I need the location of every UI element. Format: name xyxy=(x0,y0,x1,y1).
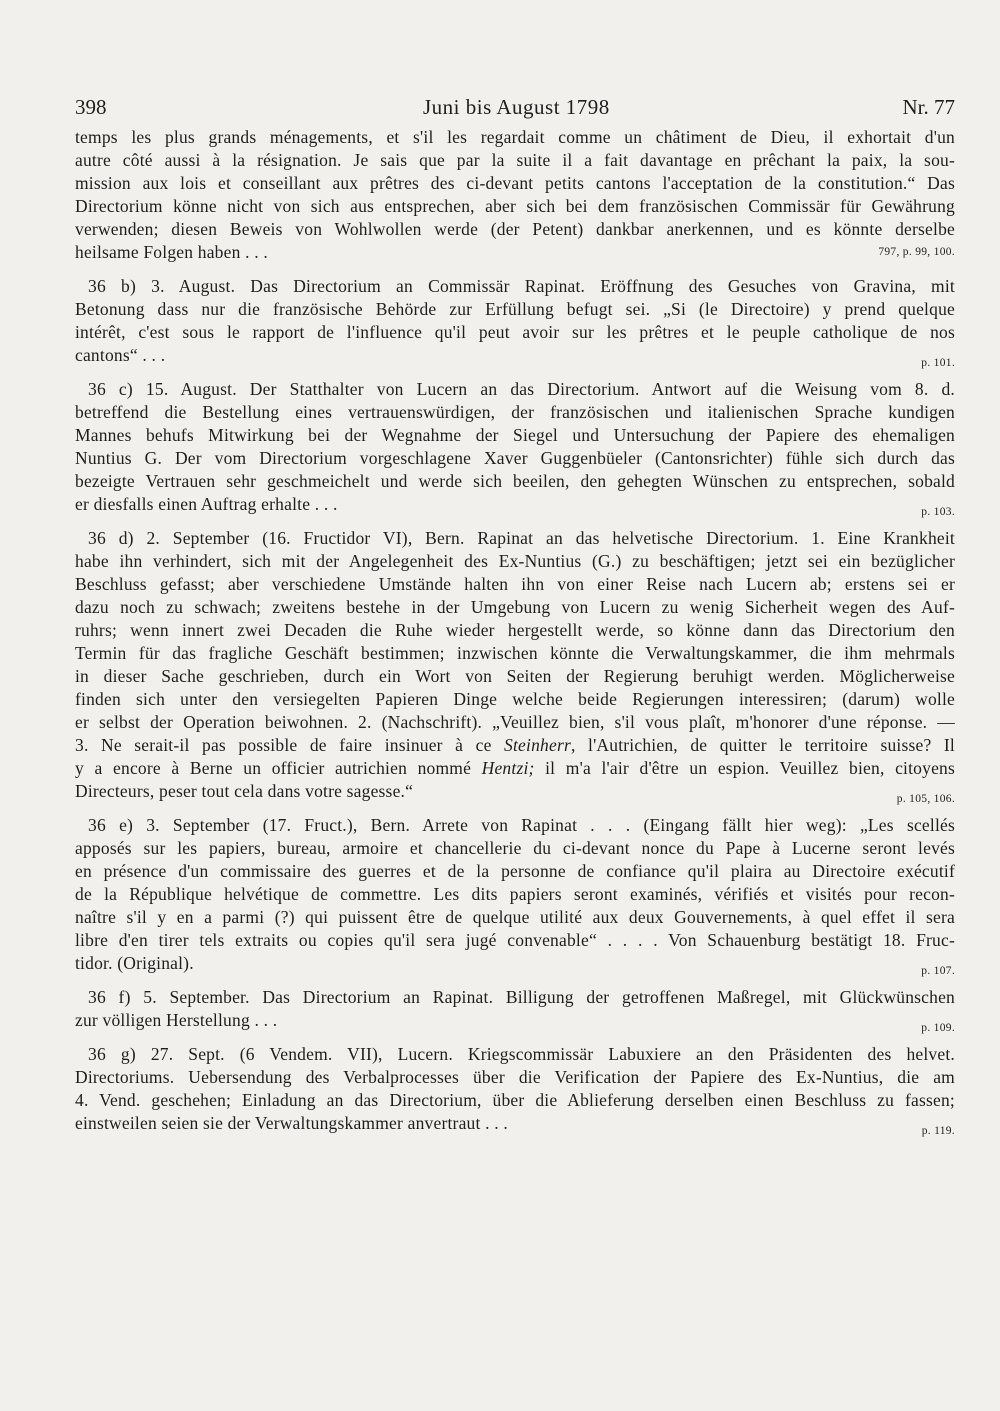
text-line: 4. Vend. geschehen; Einladung an das Directorium, über die Ablieferung derselben einen Beschluss zu fassen; xyxy=(75,1090,955,1110)
text-line: Directorium könne nicht von sich aus entsprechen, aber sich bei dem französischen Commissär für Gewährung xyxy=(75,196,955,216)
page-header xyxy=(75,95,955,125)
text-line: betreffend die Bestellung eines vertrauenswürdigen, der französischen und italienischen Sprache kundigen xyxy=(75,402,955,422)
text-line: 36 g) 27. Sept. (6 Vendem. VII), Lucern. Kriegscommissär Labuxiere an den Präsidenten des helvet. xyxy=(88,1044,955,1064)
text-line-content: heilsame Folgen haben . . . xyxy=(75,242,268,262)
text-line: en présence d'un commissaire des guerres et de la personne de confiance qu'il plaira au Directoire exécutif xyxy=(75,861,955,881)
text-line: de la République helvétique de commettre. Les dits papiers seront examinés, vérifiés et visités pour recon- xyxy=(75,884,955,904)
text-line xyxy=(75,780,955,803)
page-body xyxy=(75,126,955,1143)
paragraph-continuation xyxy=(75,126,955,264)
text-line xyxy=(75,1009,955,1032)
page-reference: 797, p. 99, 100. xyxy=(878,246,955,258)
text-line: Betonung dass nur die französische Behörde zur Erfüllung befugt sei. „Si (le Directoire) y prend quelque xyxy=(75,299,955,319)
text-line: 36 c) 15. August. Der Statthalter von Lucern an das Directorium. Antwort auf die Weisung vom 8. d. xyxy=(88,379,955,399)
text-line: libre d'en tirer tels extraits ou copies qu'il sera jugé convenable“ . . . . Von Schauenburg bestätigt 18. Fruc- xyxy=(75,930,955,950)
text-line: autre côté aussi à la résignation. Je sais que par la suite il a fait davantage en prêchant la paix, la sou- xyxy=(75,150,955,170)
text-segment: il m'a l'air d'être un espion. Veuillez bien, citoyens xyxy=(534,758,955,778)
text-line: temps les plus grands ménagements, et s'il les regardait comme un châtiment de Dieu, il exhortait d'un xyxy=(75,127,955,147)
text-line: 36 e) 3. September (17. Fruct.), Bern. Arrete von Rapinat . . . (Eingang fällt hier weg): „Les scellés xyxy=(88,815,955,835)
text-line: bezeigte Vertrauen sehr geschmeichelt und werde sich beeilen, den gehegten Wünschen zu entsprechen, sobald xyxy=(75,471,955,491)
page-reference: p. 103. xyxy=(921,506,955,518)
text-line xyxy=(75,757,955,780)
entry-36e xyxy=(75,814,955,975)
text-line-content: cantons“ . . . xyxy=(75,345,166,365)
text-line: verwenden; diesen Beweis von Wohlwollen werde (der Petent) dankbar anerkennen, und es könnte derselbe xyxy=(75,219,955,239)
italic-name: Hentzi; xyxy=(481,758,535,778)
text-line xyxy=(75,493,955,516)
text-line: mission aux lois et conseillant aux prêtres des ci-devant petits cantons l'acceptation de la constitution.“ Das xyxy=(75,173,955,193)
page-number: 398 xyxy=(75,95,107,119)
document-number: Nr. 77 xyxy=(902,95,955,119)
text-line: Beschluss gefasst; aber verschiedene Umstände halten ihn von einer Reise nach Lucern ab; erstens sei er xyxy=(75,574,955,594)
page-reference: p. 107. xyxy=(921,965,955,977)
page-reference: p. 105, 106. xyxy=(896,793,955,805)
italic-name: Steinherr xyxy=(504,735,571,755)
text-line xyxy=(75,952,955,975)
text-line: intérêt, c'est sous le rapport de l'influence qu'il peut avoir sur les prêtres et le peuple catholique de nos xyxy=(75,322,955,342)
text-line: 36 f) 5. September. Das Directorium an Rapinat. Billigung der getroffenen Maßregel, mit Glückwünschen xyxy=(88,987,955,1007)
text-line: in dieser Sache geschrieben, durch ein Wort von Seiten der Regierung beruhigt werden. Möglicherweise xyxy=(75,666,955,686)
text-line-content: einstweilen seien sie der Verwaltungskammer anvertraut . . . xyxy=(75,1113,508,1133)
entry-36d xyxy=(75,527,955,803)
text-segment: , l'Autrichien, de quitter le territoire suisse? Il xyxy=(570,735,955,755)
entry-36c xyxy=(75,378,955,516)
text-line: Mannes behufs Mitwirkung bei der Wegnahme der Siegel und Untersuchung der Papiere des ehemaligen xyxy=(75,425,955,445)
text-line: habe ihn verhindert, sich mit der Angelegenheit des Ex-Nuntius (G.) zu beschäftigen; jetzt sei ein bezüglicher xyxy=(75,551,955,571)
page-reference: p. 101. xyxy=(921,357,955,369)
text-line-content: er diesfalls einen Auftrag erhalte . . . xyxy=(75,494,338,514)
text-line: Nuntius G. Der vom Directorium vorgeschlagene Xaver Guggenbüeler (Cantonsrichter) fühle sich durch das xyxy=(75,448,955,468)
running-title: Juni bis August 1798 xyxy=(423,95,610,119)
text-line xyxy=(75,734,955,757)
text-line: 36 d) 2. September (16. Fructidor VI), Bern. Rapinat an das helvetische Directorium. 1. Eine Krankheit xyxy=(88,528,955,548)
text-line: Directoriums. Uebersendung des Verbalprocesses über die Verification der Papiere des Ex-Nuntius, die am xyxy=(75,1067,955,1087)
text-line: ruhrs; wenn innert zwei Decaden die Ruhe wieder hergestellt werde, so könne dann das Directorium den xyxy=(75,620,955,640)
text-line: er selbst der Operation beiwohnen. 2. (Nachschrift). „Veuillez bien, s'il vous plaît, m'honorer d'une réponse. — xyxy=(75,712,955,732)
text-line: naître s'il y en a parmi (?) qui puissent être de quelque utilité aux deux Gouvernements, à quel effet il sera xyxy=(75,907,955,927)
text-line xyxy=(75,344,955,367)
page-reference: p. 109. xyxy=(921,1022,955,1034)
text-line: dazu noch zu schwach; zweitens bestehe in der Umgebung von Lucern zu wenig Sicherheit wegen des Auf- xyxy=(75,597,955,617)
entry-36g xyxy=(75,1043,955,1135)
text-line: finden sich unter den versiegelten Papieren Dinge welche beide Regierungen interessiren; (darum) wolle xyxy=(75,689,955,709)
text-line xyxy=(75,1112,955,1135)
page-reference: p. 119. xyxy=(921,1125,955,1137)
entry-36b xyxy=(75,275,955,367)
text-line-content: Directeurs, peser tout cela dans votre sagesse.“ xyxy=(75,781,414,801)
text-line xyxy=(75,241,955,264)
text-line: Termin für das fragliche Geschäft bestimmen; inzwischen könnte die Verwaltungskammer, die ihm mehrmals xyxy=(75,643,955,663)
text-segment: 3. Ne serait-il pas possible de faire insinuer à ce xyxy=(75,735,505,755)
text-line: 36 b) 3. August. Das Directorium an Commissär Rapinat. Eröffnung des Gesuches von Gravina, mit xyxy=(88,276,955,296)
text-line-content: tidor. (Original). xyxy=(75,953,194,973)
text-line-content: zur völligen Herstellung . . . xyxy=(75,1010,278,1030)
text-line: apposés sur les papiers, bureau, armoire et chancellerie du ci-devant nonce du Pape à Lucerne seront levés xyxy=(75,838,955,858)
entry-36f xyxy=(75,986,955,1032)
text-segment: y a encore à Berne un officier autrichien nommé xyxy=(75,758,482,778)
